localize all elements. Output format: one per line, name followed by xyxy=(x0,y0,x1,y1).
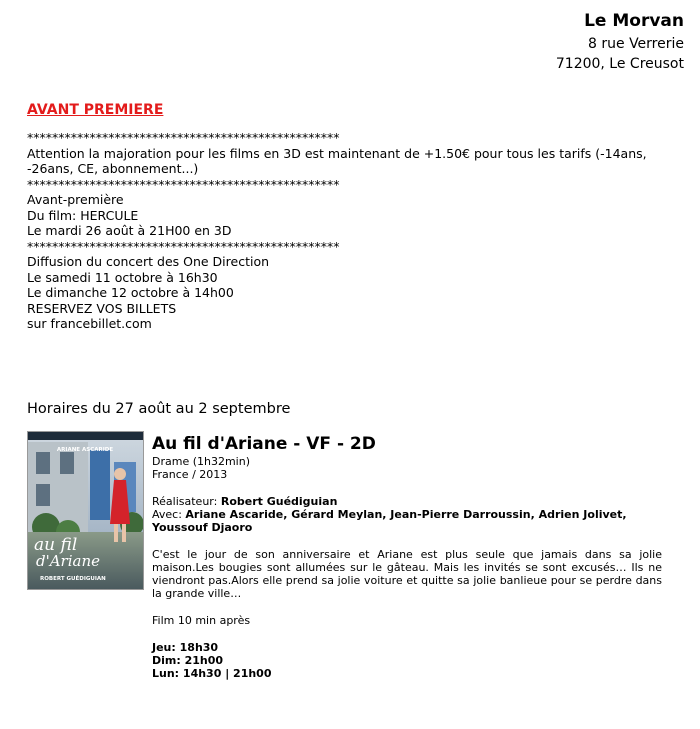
showtime-times: 21h00 xyxy=(184,654,224,667)
showtime-day: Jeu: xyxy=(152,641,176,654)
movie-director-line xyxy=(152,495,662,508)
showtime-row xyxy=(152,667,662,680)
cinema-street: 8 rue Verrerie xyxy=(588,36,684,52)
concert-line: Le dimanche 12 octobre à 14h00 xyxy=(27,285,234,300)
notice-title: AVANT PREMIERE xyxy=(27,102,164,118)
poster-director: ROBERT GUÉDIGUIAN xyxy=(40,576,106,582)
movie-genre: Drame (1h32min) xyxy=(152,455,251,468)
showtime-row xyxy=(152,641,662,654)
movie-synopsis: C'est le jour de son anniversaire et Ariane est plus seule que jamais dans sa jolie maison.Les bougies sont allumées sur le gâteau. Mais les invités se sont excusés… Ils ne viendront pas.Alors elle prend sa jolie voiture et quitte sa jolie banlieue pour se perdre dans la grande ville… xyxy=(152,548,662,600)
majoration-text: Attention la majoration pour les films en 3D est maintenant de +1.50€ pour tous les tarifs (-14ans, -26ans, CE, abonnement...) xyxy=(27,145,647,176)
showtime-times: 14h30 | 21h00 xyxy=(182,667,272,680)
cast-names: Ariane Ascaride, Gérard Meylan, Jean-Pierre Darroussin, Adrien Jolivet, Youssouf Djaoro xyxy=(152,508,627,534)
cast-label: Avec: xyxy=(152,508,182,521)
notice-block xyxy=(27,100,677,332)
movie-cast-line xyxy=(152,508,662,534)
avant-premiere-line: Le mardi 26 août à 21H00 en 3D xyxy=(27,223,232,238)
avant-premiere-line: Avant-première xyxy=(27,192,124,207)
movie-title: Au fil d'Ariane - VF - 2D xyxy=(152,434,376,454)
separator: ************************************************** xyxy=(27,238,340,254)
concert-line: Diffusion du concert des One Direction xyxy=(27,254,270,269)
cinema-name: Le Morvan xyxy=(584,11,684,31)
movie-note: Film 10 min après xyxy=(152,614,251,627)
showtime-times: 18h30 xyxy=(179,641,219,654)
cinema-city: 71200, Le Creusot xyxy=(555,56,684,72)
movie-origin: France / 2013 xyxy=(152,468,228,481)
cinema-info xyxy=(556,8,684,74)
avant-premiere-line: Du film: HERCULE xyxy=(27,207,139,223)
separator: ************************************************** xyxy=(27,176,340,192)
movie-poster xyxy=(27,431,144,590)
showtime-day: Lun: xyxy=(152,667,180,680)
concert-line: sur francebillet.com xyxy=(27,316,152,331)
director-name: Robert Guédiguian xyxy=(220,495,338,508)
separator: ************************************************** xyxy=(27,130,340,145)
poster-title-1: au fil xyxy=(34,535,78,555)
poster-title-2: d'Ariane xyxy=(36,552,101,570)
director-label: Réalisateur: xyxy=(152,495,218,508)
movie-details xyxy=(152,433,662,680)
schedule-heading: Horaires du 27 août au 2 septembre xyxy=(27,401,291,417)
concert-line: Le samedi 11 octobre à 16h30 xyxy=(27,269,218,285)
concert-line: RESERVEZ VOS BILLETS xyxy=(27,300,177,316)
poster-actor-name: ARIANE ASCARIDE xyxy=(56,447,114,453)
showtime-day: Dim: xyxy=(152,654,181,667)
showtime-row xyxy=(152,654,662,667)
